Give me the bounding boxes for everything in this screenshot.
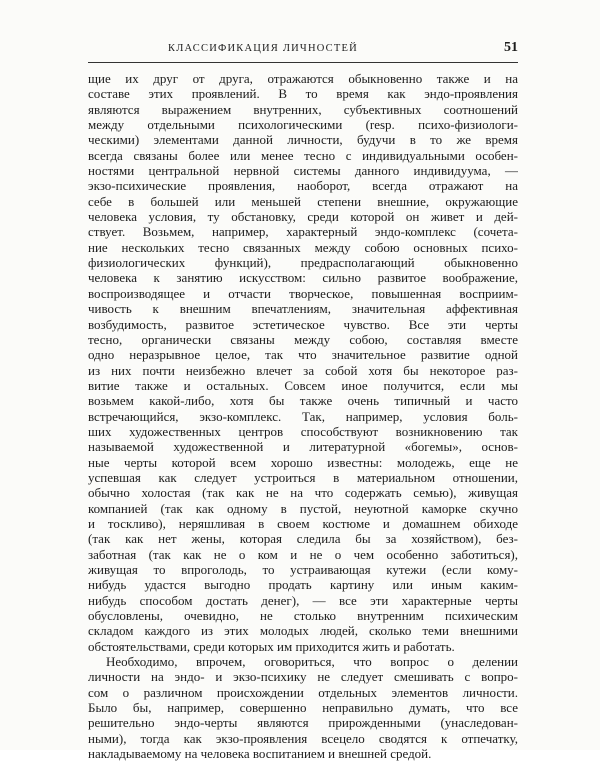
text-line: возьмем какой-либо, хотя бы также очень типичный и часто bbox=[88, 393, 518, 409]
text-line: себе в большей или меньшей степени внешние, окружающие bbox=[88, 193, 518, 209]
text-line: компанией (так как одному в пустой, неуютной каморке скучно bbox=[88, 500, 518, 516]
text-line: ными), тогда как экзо-проявления всецело сводятся к отпечатку, bbox=[88, 730, 518, 746]
text-line: сом о различном происхождении отдельных элементов личности. bbox=[88, 684, 518, 700]
text-line: и тоскливо), неряшливая в своем костюме и домашнем обиходе bbox=[88, 515, 518, 531]
text-line: между отдельными психологическими (resp. психо-физиологи- bbox=[88, 117, 518, 133]
text-line: обусловлены, очевидно, не столько внутренним психическим bbox=[88, 608, 518, 624]
text-line: решительно эндо-черты являются прирожденными (унаследован- bbox=[88, 715, 518, 731]
text-line: заботная (так как не о ком и не о чем особенно заботиться), bbox=[88, 546, 518, 562]
text-line: (так как нет жены, которая следила бы за хозяйством), без- bbox=[88, 531, 518, 547]
text-line: витие также и остальных. Совсем иное получится, если мы bbox=[88, 377, 518, 393]
text-line: из них почти неизбежно влечет за собой хотя бы некоторое раз- bbox=[88, 362, 518, 378]
text-line: живущая то впроголодь, то устраивающая кутежи (если кому- bbox=[88, 562, 518, 577]
text-line: составе этих проявлений. В то время как эндо-проявления bbox=[88, 86, 518, 102]
text-line: успевшая как следует устроиться в материальном отношении, bbox=[88, 469, 518, 485]
text-line: ших художественных центров способствуют возникновению так bbox=[88, 423, 518, 439]
text-line: одно неразрывное целое, так что значительное развитие одной bbox=[88, 347, 518, 363]
text-line: всегда связаны более или менее тесно с индивидуальными особен- bbox=[88, 147, 518, 163]
text-line: физиологических функций), предрасполагающий обыкновенно bbox=[88, 255, 518, 271]
text-line: обычно холостая (так как не на что содержать семью), живущая bbox=[88, 485, 518, 501]
text-line: складом каждого из этих молодых людей, сколько теми внешними bbox=[88, 623, 518, 639]
running-head bbox=[88, 41, 518, 63]
text-line: ностями центральной нервной системы данного индивидуума, — bbox=[88, 163, 518, 179]
text-line: Необходимо, впрочем, оговориться, что вопрос о делении bbox=[106, 654, 518, 670]
text-line: ные черты которой всем хорошо известны: молодежь, еще не bbox=[88, 454, 518, 470]
text-line: ческими) элементами данной личности, будучи в то же время bbox=[88, 132, 518, 148]
body-text bbox=[88, 71, 518, 761]
text-line: обстоятельствами, среди которых им приходится жить и работать. bbox=[88, 638, 455, 654]
text-line: накладываемому на человека воспитанием и внешней средой. bbox=[88, 746, 432, 761]
running-title: КЛАССИФИКАЦИЯ ЛИЧНОСТЕЙ bbox=[168, 43, 358, 54]
text-line: тесно, органически связаны между собою, составляя вместе bbox=[88, 331, 518, 347]
text-line: воспроизводящее и отчасти творческое, повышенная восприим- bbox=[88, 285, 518, 301]
text-line: возбудимость, развитое эстетическое чувство. Все эти черты bbox=[88, 316, 518, 332]
text-line: экзо-психические проявления, наоборот, всегда отражают на bbox=[88, 178, 518, 194]
text-line: ние нескольких тесно связанных между собою основных психо- bbox=[88, 239, 518, 255]
text-line: человека условия, ту обстановку, среди которой он живет и дей- bbox=[88, 209, 518, 225]
text-line: щие их друг от друга, отражаются обыкновенно также и на bbox=[88, 71, 518, 86]
text-line: человека к занятию искусством: сильно развитое воображение, bbox=[88, 270, 518, 286]
text-line: личности на эндо- и экзо-психику не следует смешивать с вопро- bbox=[88, 669, 518, 685]
text-line: называемой художественной и литературной «богемы», основ- bbox=[88, 439, 518, 455]
header-rule bbox=[88, 62, 518, 63]
text-line: Было бы, например, совершенно неправильно думать, что все bbox=[88, 700, 518, 716]
page-number: 51 bbox=[504, 40, 518, 55]
text-line: являются выражением внутренних, субъективных соотношений bbox=[88, 101, 518, 117]
text-line: чивость к внешним впечатлениям, значительная аффективная bbox=[88, 301, 518, 317]
text-line: нибудь способом достать денег), — все эти характерные черты bbox=[88, 592, 518, 608]
text-line: встречающийся, экзо-комплекс. Так, например, условия боль- bbox=[88, 408, 518, 424]
text-line: нибудь удастся выгодно продать картину или иным каким- bbox=[88, 577, 518, 593]
text-line: ствует. Возьмем, например, характерный эндо-комплекс (сочета- bbox=[88, 224, 518, 240]
